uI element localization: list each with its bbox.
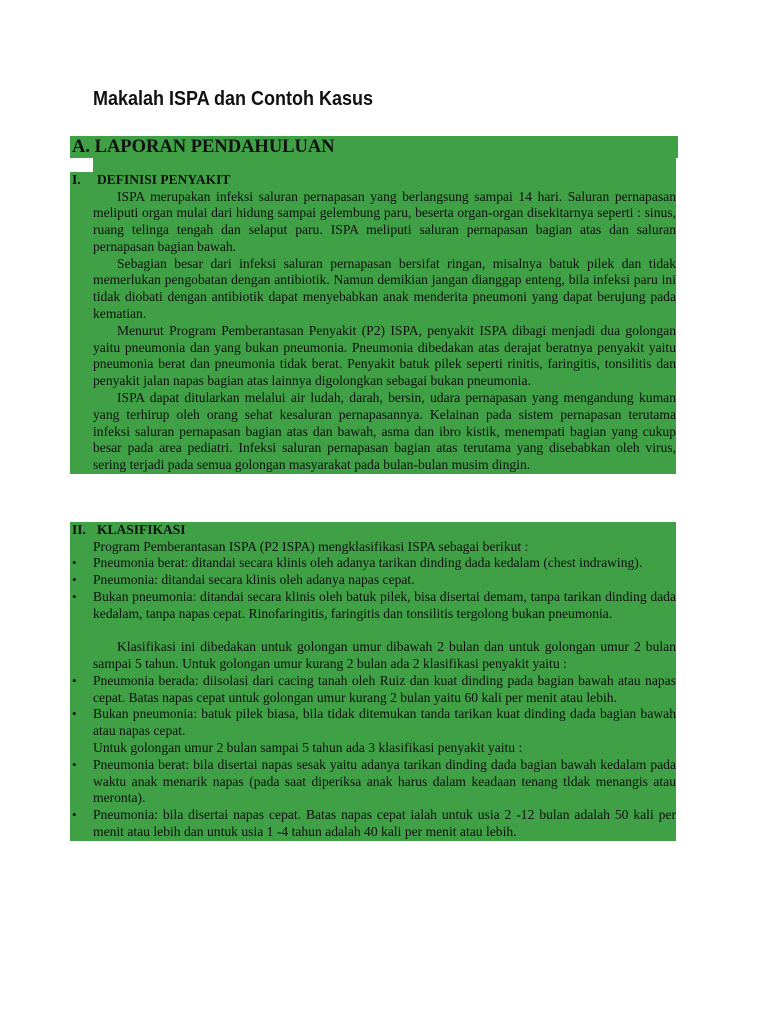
- definisi-heading: [70, 172, 676, 189]
- bullet-icon: •: [72, 807, 77, 823]
- bullet-icon: •: [72, 555, 77, 571]
- bullet-icon: •: [72, 706, 77, 722]
- definisi-section: [70, 172, 676, 474]
- bullet-icon: •: [72, 672, 77, 688]
- list-item-text: Pneumonia: ditandai secara klinis oleh adanya napas cepat.: [93, 572, 415, 588]
- definisi-paragraph: ISPA merupakan infeksi saluran pernapasan yang berlangsung sampai 14 hari. Saluran pernapasan meliputi organ mulai dari hidung sampai gelembung paru, beserta organ-organ disekitarnya seperti : sinus, ruang telinga tengah dan selaput paru. ISPA meliputi saluran pernapasan bagian atas dan saluran pernapasan bagian bawah.: [93, 188, 676, 254]
- list-item: [70, 673, 676, 707]
- age-paragraph: Klasifikasi ini dibedakan untuk golongan umur dibawah 2 bulan dan untuk golongan umur 2 bulan sampai 5 tahun. Untuk golongan umur kurang 2 bulan ada 2 klasifikasi penyakit yaitu :: [93, 639, 676, 672]
- bullet-icon: •: [72, 572, 77, 588]
- paragraph-gap: [70, 622, 676, 639]
- klasifikasi-heading-text: KLASIFIKASI: [97, 522, 186, 537]
- list-item: [70, 706, 676, 740]
- section-heading-a-text: A. LAPORAN PENDAHULUAN: [72, 137, 335, 157]
- list-item: [70, 807, 676, 841]
- definisi-paragraph: Sebagian besar dari infeksi saluran pernapasan bersifat ringan, misalnya batuk pilek dan tidak memerlukan pengobatan dengan antibiotik. Namun demikian jangan dianggap enteng, bila infeksi paru ini tidak diobati dengan antibiotik dapat menyebabkan anak menderita pneumoni yang dapat berujung pada kematian.: [93, 255, 676, 322]
- list-item: [70, 572, 676, 589]
- section-heading-a: [70, 136, 678, 158]
- list-item-text: Pneumonia berat: ditandai secara klinis oleh adanya tarikan dinding dada kedalam (chest indrawing).: [93, 555, 643, 571]
- definisi-heading-text: DEFINISI PENYAKIT: [97, 172, 231, 187]
- document-title: Makalah ISPA dan Contoh Kasus: [93, 88, 374, 110]
- list-item: [70, 555, 676, 572]
- list-item-text: Pneumonia berat: bila disertai napas sesak yaitu adanya tarikan dinding dada bagian bawah kedalam pada waktu anak menarik napas (pada saat diperiksa anak harus dalam keadaan tenang tldak menangis atau meronta).: [93, 756, 676, 806]
- klasifikasi-heading: [70, 522, 676, 539]
- bullet-icon: •: [72, 588, 77, 604]
- klasifikasi-intro: Program Pemberantasan ISPA (P2 ISPA) mengklasifikasi ISPA sebagai berikut :: [93, 538, 529, 554]
- klasifikasi-section: [70, 522, 676, 841]
- spacer-band: [70, 158, 676, 172]
- list-item: [70, 757, 676, 807]
- list-item-text: Bukan pneumonia: ditandai secara klinis oleh batuk pilek, bisa disertai demam, tanpa tarikan dinding dada kedalam, tanpa napas cepat. Rinofaringitis, faringitis dan tonsilitis tergolong bukan pneumonia.: [93, 588, 676, 621]
- list-item-text: Pneumonia berada: diisolasi dari cacing tanah oleh Ruiz dan kuat dinding pada bagian bawah atau napas cepat. Batas napas cepat untuk golongan umur kurang 2 bulan yaitu 60 kali per menit atau lebih.: [93, 672, 676, 705]
- definisi-paragraph: Menurut Program Pemberantasan Penyakit (P2) ISPA, penyakit ISPA dibagi menjadi dua golongan yaitu pneumonia dan yang bukan pneumonia. Pneumonia dibedakan atas derajat beratnya penyakit yaitu pneumonia berat dan pneumonia tidak berat. Penyakit batuk pilek seperti rinitis, faringitis, tonsilitis dan penyakit jalan napas bagian atas lainnya digolongkan sebagai bukan pneumonia.: [93, 322, 676, 389]
- klasifikasi-number: II.: [72, 522, 86, 537]
- list-item-text: Bukan pneumonia: batuk pilek biasa, bila tidak ditemukan tanda tarikan kuat dinding dada bagian bawah atau napas cepat.: [93, 706, 676, 739]
- margin-notch: [70, 158, 93, 172]
- definisi-paragraph: ISPA dapat ditularkan melalui air ludah, darah, bersin, udara pernapasan yang mengandung kuman yang terhirup oleh orang sehat kesaluran pernapasannya. Kelainan pada sistem pernapasan terutama infeksi saluran pernapasan bagian atas dan bawah, asma dan ibro kistik, menempati bagian yang cukup besar pada area pediatri. Infeksi saluran pernapasan bagian atas terutama yang disebabkan oleh virus, sering terjadi pada semua golongan masyarakat pada bulan-bulan musim dingin.: [93, 390, 676, 473]
- list-item-text: Pneumonia: bila disertai napas cepat. Batas napas cepat ialah untuk usia 2 -12 bulan adalah 50 kali per menit atau lebih dan untuk usia 1 -4 tahun adalah 40 kali per menit atau lebih.: [93, 807, 676, 840]
- intro-2-5: Untuk golongan umur 2 bulan sampai 5 tahun ada 3 klasifikasi penyakit yaitu :: [93, 740, 523, 756]
- bullet-icon: •: [72, 756, 77, 772]
- definisi-number: I.: [72, 172, 81, 187]
- list-item: [70, 589, 676, 623]
